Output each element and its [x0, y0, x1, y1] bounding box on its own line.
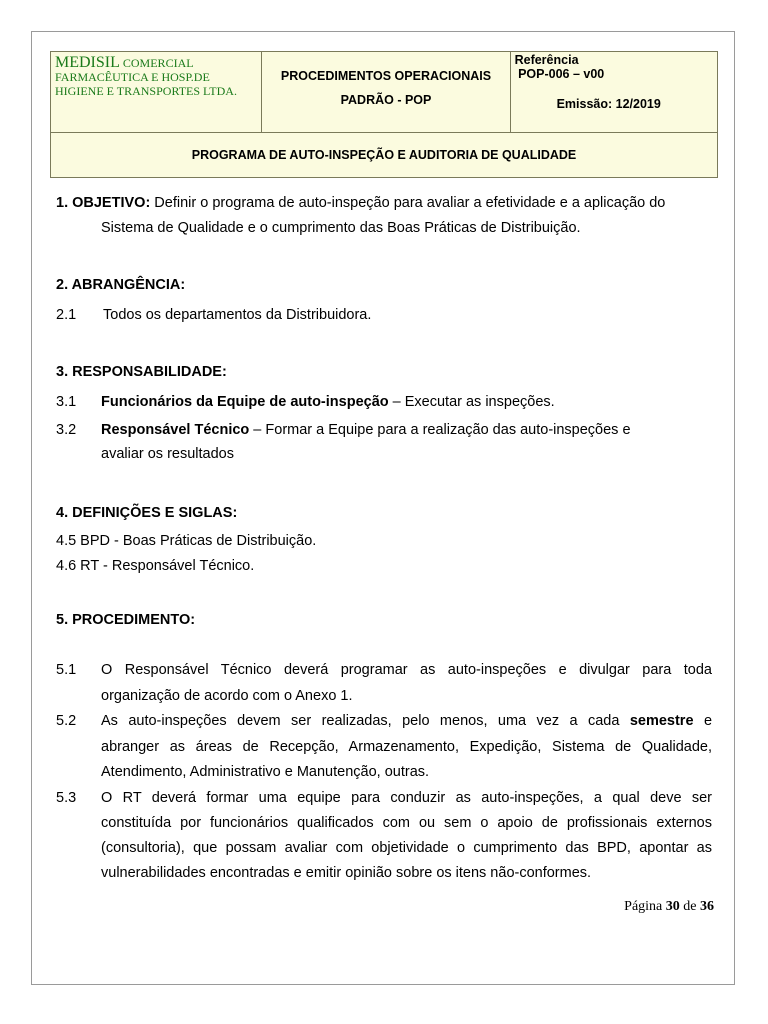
- reference-label: Referência: [514, 53, 579, 67]
- definition-bpd: 4.5 BPD - Boas Práticas de Distribuição.: [56, 533, 317, 549]
- item-5-2-line2: abranger as áreas de Recepção, Armazenamento, Expedição, Sistema de Qualidade,: [101, 739, 712, 755]
- emission-date: Emissão: 12/2019: [556, 97, 661, 111]
- item-5-3-line2: constituída por funcionários qualificados com ou sem o apoio de profissionais externos: [101, 815, 712, 831]
- reference-cell: [510, 52, 717, 133]
- item-3-2-text: Responsável Técnico – Formar a Equipe para a realização das auto-inspeções e: [101, 422, 631, 438]
- reference-code: POP-006 – v00: [518, 67, 605, 81]
- item-3-1-num: 3.1: [56, 394, 77, 410]
- item-5-3-line3: (consultoria), que possam avaliar com objetividade o cumprimento das BPD, apontar as: [101, 840, 712, 856]
- pop-title-line1: PROCEDIMENTOS OPERACIONAIS: [280, 69, 492, 83]
- item-5-3-num: 5.3: [56, 790, 77, 806]
- section-1-line2: Sistema de Qualidade e o cumprimento das Boas Práticas de Distribuição.: [101, 220, 581, 236]
- section-1-title: 1. OBJETIVO:: [56, 195, 151, 211]
- page-number: Página 30 de 36: [624, 899, 714, 914]
- item-5-1-line1: O Responsável Técnico deverá programar as auto-inspeções e divulgar para toda: [101, 662, 712, 678]
- pop-title-line2: PADRÃO - POP: [340, 93, 432, 107]
- section-5-title: 5. PROCEDIMENTO:: [56, 612, 196, 628]
- section-1-line1: 1. OBJETIVO: Definir o programa de auto-inspeção para avaliar a efetividade e a aplicação do: [56, 195, 666, 211]
- semestre-emphasis: semestre: [629, 713, 694, 729]
- item-2-1-num: 2.1: [56, 307, 77, 323]
- item-5-1-num: 5.1: [56, 662, 77, 678]
- item-5-2-line3: Atendimento, Administrativo e Manutenção, outras.: [101, 764, 430, 780]
- section-3-title: 3. RESPONSABILIDADE:: [56, 364, 227, 380]
- section-4-title: 4. DEFINIÇÕES E SIGLAS:: [56, 505, 238, 521]
- item-5-3-line4: vulnerabilidades encontradas e emitir opinião sobre os itens não-conformes.: [101, 865, 592, 881]
- item-5-1-line2: organização de acordo com o Anexo 1.: [101, 688, 353, 704]
- item-2-1-text: Todos os departamentos da Distribuidora.: [103, 307, 372, 323]
- section-2-title: 2. ABRANGÊNCIA:: [56, 277, 186, 293]
- pop-title-cell: [262, 52, 510, 133]
- document-header: [50, 51, 718, 178]
- definition-rt: 4.6 RT - Responsável Técnico.: [56, 558, 255, 574]
- item-3-2-num: 3.2: [56, 422, 77, 438]
- item-5-2-num: 5.2: [56, 713, 77, 729]
- company-cell: [51, 52, 262, 133]
- item-5-3-line1: O RT deverá formar uma equipe para conduzir as auto-inspeções, a qual deve ser: [101, 790, 712, 806]
- program-title: PROGRAMA DE AUTO-INSPEÇÃO E AUDITORIA DE QUALIDADE: [51, 133, 718, 178]
- company-name: MEDISIL COMERCIAL FARMACÊUTICA E HOSP.DE HIGIENE E TRANSPORTES LTDA.: [55, 54, 237, 98]
- item-3-2-text-cont: avaliar os resultados: [101, 446, 234, 462]
- item-3-1-text: Funcionários da Equipe de auto-inspeção – Executar as inspeções.: [101, 394, 555, 410]
- item-5-2-line1: As auto-inspeções devem ser realizadas, pelo menos, uma vez a cada semestre e: [101, 713, 713, 729]
